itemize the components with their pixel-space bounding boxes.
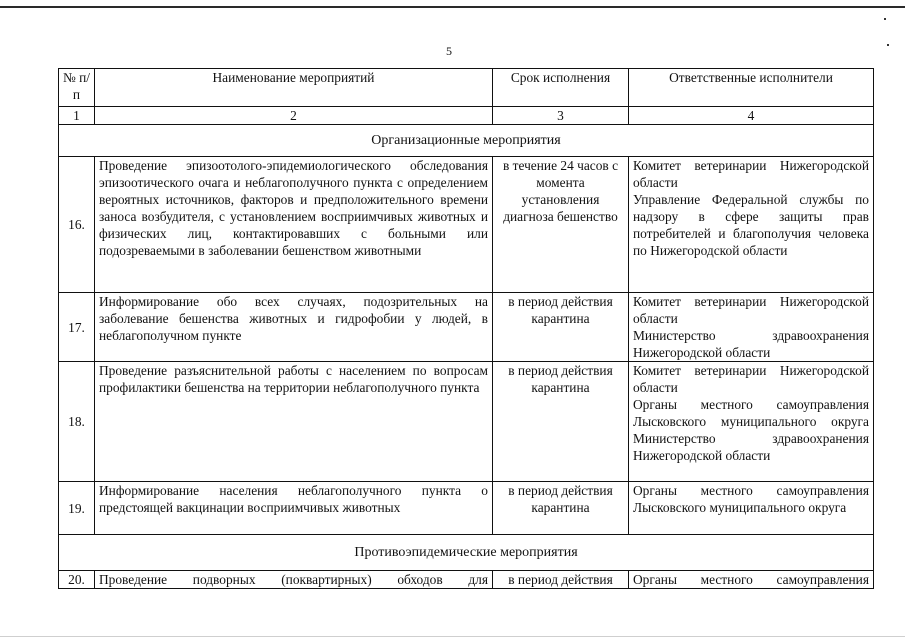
section-title: Противоэпидемические мероприятия <box>59 535 874 571</box>
section-title: Организационные мероприятия <box>59 125 874 157</box>
row-number: 16. <box>59 157 95 293</box>
responsible-cell <box>629 571 874 589</box>
column-number: 3 <box>493 107 629 125</box>
scan-speck <box>887 44 889 46</box>
measures-table <box>58 68 874 589</box>
page-number: 5 <box>446 44 452 58</box>
row-number: 20. <box>59 571 95 589</box>
measure-name: Информирование населения неблагополучного пункта о предстоящей вакцинации восприимчивых животных <box>95 482 493 535</box>
table-row <box>59 362 874 482</box>
deadline: в период действия карантина <box>493 293 629 362</box>
section-row <box>59 125 874 157</box>
row-number: 17. <box>59 293 95 362</box>
measure-name: Проведение подворных (поквартирных) обходов для <box>95 571 493 589</box>
table-row <box>59 482 874 535</box>
responsible-cell <box>629 157 874 293</box>
column-number: 2 <box>95 107 493 125</box>
scan-top-border <box>0 6 905 8</box>
responsible-executor: Министерство здравоохранения Нижегородской области <box>633 328 869 360</box>
row-number: 18. <box>59 362 95 482</box>
measure-name: Информирование обо всех случаях, подозрительных на заболевание бешенства животных и гидрофобии у людей, в неблагополучном пункте <box>95 293 493 362</box>
deadline: в период действия карантина <box>493 362 629 482</box>
measure-name: Проведение разъяснительной работы с населением по вопросам профилактики бешенства на территории неблагополучного пункта <box>95 362 493 482</box>
header-responsible: Ответственные исполнители <box>629 69 874 107</box>
section-row <box>59 535 874 571</box>
deadline: в период действия <box>493 571 629 589</box>
responsible-executor: Управление Федеральной службы по надзору в сфере защиты прав потребителей и благополучия человека по Нижегородской области <box>633 192 869 258</box>
column-number: 1 <box>59 107 95 125</box>
responsible-cell <box>629 482 874 535</box>
table-row <box>59 157 874 293</box>
responsible-executor: Министерство здравоохранения Нижегородской области <box>633 431 869 463</box>
responsible-executor: Органы местного самоуправления <box>633 572 869 587</box>
responsible-cell <box>629 362 874 482</box>
scan-bottom-edge <box>0 636 905 637</box>
table-row <box>59 293 874 362</box>
deadline: в период действия карантина <box>493 482 629 535</box>
header-name: Наименование мероприятий <box>95 69 493 107</box>
responsible-executor: Комитет ветеринарии Нижегородской области <box>633 158 869 190</box>
header-num: № п/п <box>59 69 95 107</box>
measure-name: Проведение эпизоотолого-эпидемиологического обследования эпизоотического очага и неблагополучного пункта с определением вероятных источников, факторов и предположительного времени заноса возбудителя, с установлением восприимчивых животных и физических лиц, контактировавших с больными или подозреваемыми в заболевании бешенством животными <box>95 157 493 293</box>
table-row <box>59 571 874 589</box>
responsible-executor: Комитет ветеринарии Нижегородской области <box>633 294 869 326</box>
scan-speck <box>884 18 886 20</box>
row-number: 19. <box>59 482 95 535</box>
responsible-cell <box>629 293 874 362</box>
responsible-executor: Органы местного самоуправления Лысковского муниципального округа <box>633 397 869 429</box>
header-row <box>59 69 874 107</box>
responsible-executor: Органы местного самоуправления Лысковского муниципального округа <box>633 483 869 515</box>
responsible-executor: Комитет ветеринарии Нижегородской области <box>633 363 869 395</box>
header-deadline: Срок исполнения <box>493 69 629 107</box>
column-number-row <box>59 107 874 125</box>
deadline: в течение 24 часов с момента установления диагноза бешенство <box>493 157 629 293</box>
column-number: 4 <box>629 107 874 125</box>
